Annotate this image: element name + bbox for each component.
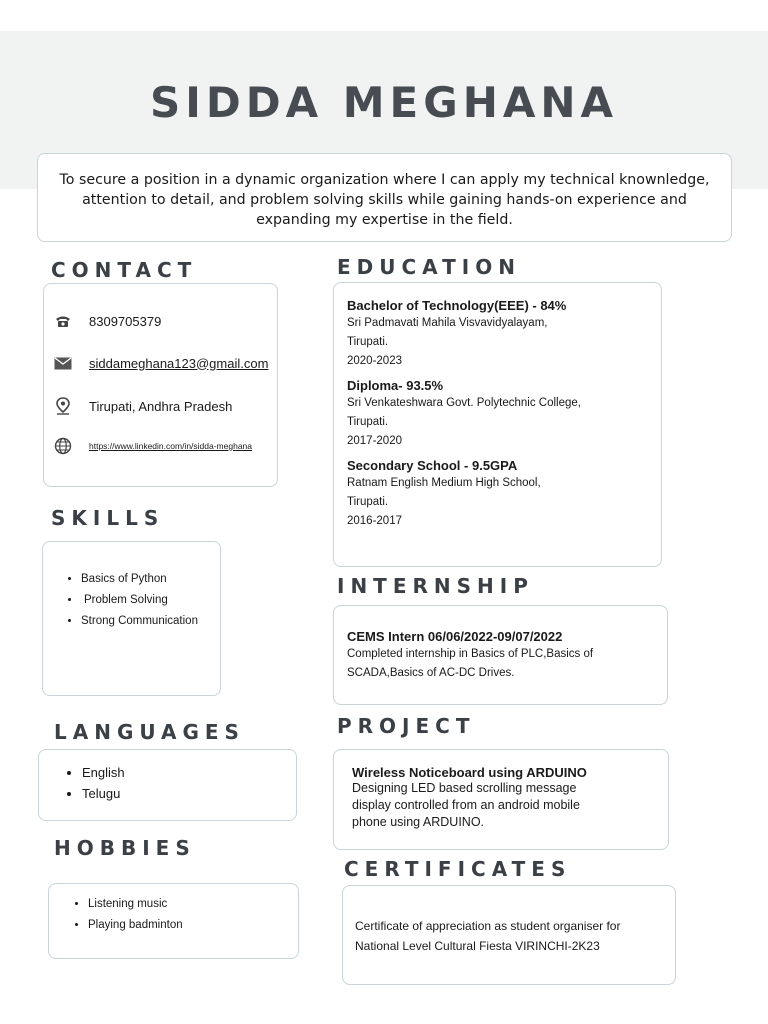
certificate-line: National Level Cultural Fiesta VIRINCHI-2K23 <box>355 939 600 953</box>
education-heading: EDUCATION <box>337 255 521 279</box>
contact-heading: CONTACT <box>51 258 198 282</box>
skills-list <box>43 569 220 632</box>
internship-box <box>333 605 668 705</box>
project-heading: PROJECT <box>337 714 476 738</box>
languages-list <box>39 762 296 804</box>
internship-line: Completed internship in Basics of PLC,Basics of <box>347 648 594 660</box>
education-city: Tirupati. <box>347 416 389 428</box>
hobbies-heading: HOBBIES <box>54 836 196 860</box>
list-item: • Playing badminton <box>88 915 298 936</box>
education-entry <box>347 378 661 451</box>
list-item: • Listening music <box>88 894 298 915</box>
objective-box <box>37 153 732 242</box>
hobbies-box <box>48 883 299 959</box>
list-item: • Basics of Python <box>81 569 220 590</box>
globe-icon <box>54 437 72 455</box>
contact-phone-row <box>54 312 161 330</box>
education-entry <box>347 458 661 531</box>
education-institution: Ratnam English Medium High School, <box>347 477 541 489</box>
skills-box <box>42 541 221 696</box>
project-title: Wireless Noticeboard using ARDUINO <box>352 765 587 780</box>
education-years: 2017-2020 <box>347 435 402 447</box>
education-title: Secondary School - 9.5GPA <box>347 458 518 473</box>
list-item: • Problem Solving <box>81 590 220 611</box>
languages-heading: LANGUAGES <box>54 720 245 744</box>
internship-line: SCADA,Basics of AC-DC Drives. <box>347 667 515 679</box>
location-text: Tirupati, Andhra Pradesh <box>89 398 233 414</box>
certificates-box <box>342 885 676 985</box>
certificate-line: Certificate of appreciation as student organiser for <box>355 919 621 933</box>
education-box <box>333 282 662 567</box>
education-years: 2020-2023 <box>347 355 402 367</box>
education-years: 2016-2017 <box>347 515 402 527</box>
contact-linkedin-row <box>54 437 252 455</box>
contact-box <box>43 283 278 487</box>
project-line: phone using ARDUINO. <box>352 815 485 829</box>
education-title: Bachelor of Technology(EEE) - 84% <box>347 298 567 313</box>
languages-box <box>38 749 297 821</box>
certificates-heading: CERTIFICATES <box>344 857 572 881</box>
project-box <box>333 749 669 850</box>
project-line: Designing LED based scrolling message <box>352 781 577 795</box>
contact-email-row <box>54 354 268 372</box>
education-institution: Sri Padmavati Mahila Visvavidyalayam, <box>347 317 548 329</box>
phone-number: 8309705379 <box>89 313 162 329</box>
education-city: Tirupati. <box>347 336 389 348</box>
mail-icon <box>54 354 72 372</box>
linkedin-link[interactable]: https://www.linkedin.com/in/sidda-meghana <box>89 441 252 451</box>
education-city: Tirupati. <box>347 496 389 508</box>
education-title: Diploma- 93.5% <box>347 378 444 393</box>
hobbies-list <box>49 894 298 936</box>
candidate-name: SIDDA MEGHANA <box>150 78 618 127</box>
objective-text: To secure a position in a dynamic organization where I can apply my technical knownledge, attention to detail, and problem solving skills while gaining hands-on experience and expanding my expertise in the field. <box>59 172 710 228</box>
contact-location-row <box>54 397 232 415</box>
list-item: • Strong Communication <box>81 611 220 632</box>
location-pin-icon <box>54 397 72 415</box>
skills-heading: SKILLS <box>51 506 165 530</box>
phone-icon <box>54 312 72 330</box>
education-institution: Sri Venkateshwara Govt. Polytechnic College, <box>347 397 581 409</box>
education-entry <box>347 298 661 371</box>
list-item: • Telugu <box>82 783 296 804</box>
email-link[interactable]: siddameghana123@gmail.com <box>89 355 269 371</box>
internship-title: CEMS Intern 06/06/2022-09/07/2022 <box>347 629 563 644</box>
list-item: • English <box>82 762 296 783</box>
project-line: display controlled from an android mobile <box>352 798 580 812</box>
internship-heading: INTERNSHIP <box>337 574 534 598</box>
